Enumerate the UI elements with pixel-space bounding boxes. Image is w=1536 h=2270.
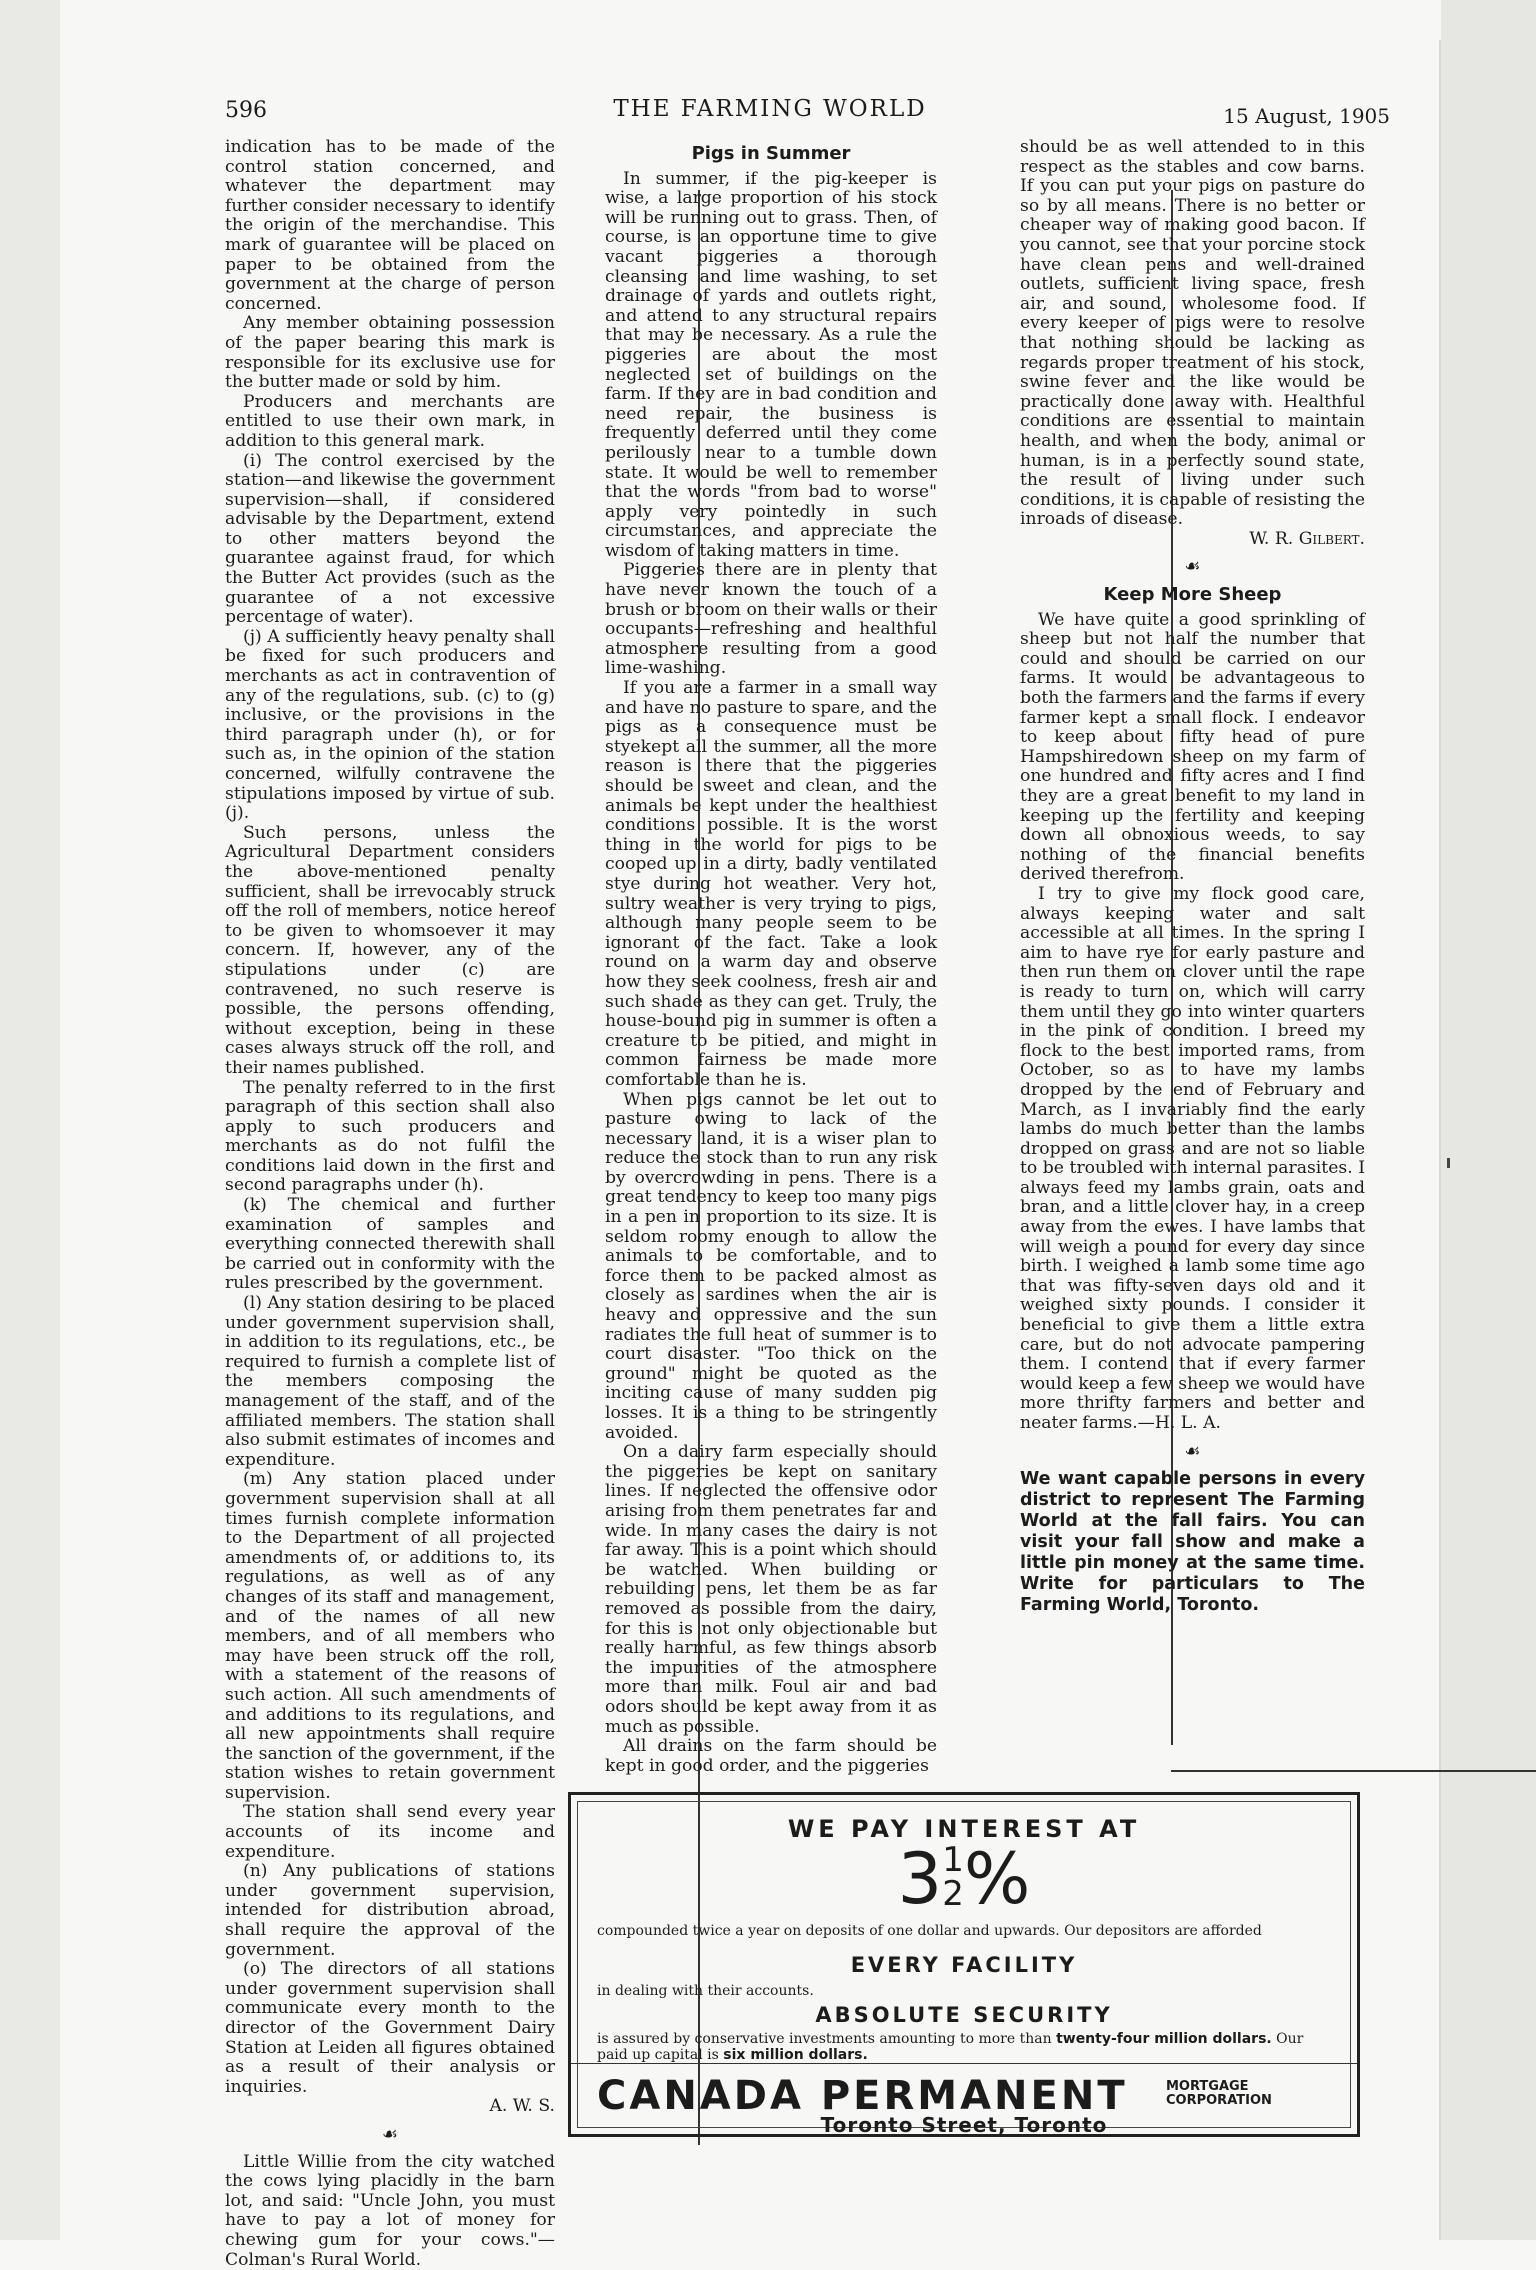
ad-divider — [571, 2063, 1357, 2064]
paragraph: The penalty referred to in the first paragraph of this section shall also apply to such producers and merchants as do not fulfil the conditions laid down in the first and second paragraphs under (h). — [225, 1077, 555, 1196]
rate-percent: % — [963, 1838, 1031, 1920]
ad-every-facility: EVERY FACILITY — [850, 1953, 1078, 1977]
ad-corporation-label — [1166, 2080, 1272, 2108]
rate-whole: 3 — [897, 1838, 943, 1920]
rate-numerator: 1 — [942, 1840, 964, 1880]
paragraph: Any member obtaining possession of the paper bearing this mark is responsible for its exclusive use for the butter made or sold by him. — [225, 313, 555, 393]
ad-text-part: is assured by conservative investments amounting to more than — [597, 2031, 1052, 2047]
anecdote: Little Willie from the city watched the cows lying placidly in the barn lot, and said: "Uncle John, you must have to pay a lot of money for chewing gum for your cows."—Colman's Rural World. — [225, 2151, 555, 2270]
scan-margin-right — [1441, 0, 1536, 2240]
page-number: 596 — [225, 98, 267, 123]
column-2 — [605, 138, 937, 1776]
paragraph: All drains on the farm should be kept in good order, and the piggeries — [605, 1736, 937, 1776]
author-signature: A. W. S. — [489, 2096, 555, 2117]
column-divider-horizontal — [1171, 1770, 1536, 1772]
paragraph: (i) The control exercised by the station—and likewise the government supervision—shall, if considered advisable by the Department, extend to other matters beyond the guarantee against fraud, for which the Butter Act provides (such as the guarantee of a not excessive percentage of water). — [225, 450, 555, 628]
paragraph: We have quite a good sprinkling of sheep but not half the number that could and should be carried on our farms. It would be advantageous to both the farmers and the farms if every farmer kept a small flock. I endeavor to keep about fifty head of pure Hampshiredown sheep on my farm of one hundred and fifty acres and I find they are a great benefit to my land in keeping up the fertility and keeping down all obnoxious weeds, to say nothing of the financial benefits derived therefrom. — [1020, 609, 1365, 885]
ad-corp-line: MORTGAGE — [1166, 2079, 1249, 2094]
ornament-icon: ☙ — [381, 2123, 399, 2145]
page-edge — [1439, 40, 1441, 2240]
ad-text-investments — [597, 2031, 1331, 2063]
paragraph: (l) Any station desiring to be placed under government supervision shall, in addition to its regulations, etc., be required to furnish a complete list of the members composing the management of the staff, and of the affiliated members. The station shall also submit estimates of incomes and expenditure. — [225, 1293, 555, 1470]
paragraph: Piggeries there are in plenty that have never known the touch of a brush or broom on their walls or their occupants—refreshing and healthful atmosphere resulting from a good lime-washing. — [605, 560, 937, 679]
ad-headline: WE PAY INTEREST AT — [787, 1815, 1141, 1843]
issue-date: 15 August, 1905 — [1223, 104, 1390, 128]
paragraph: should be as well attended to in this respect as the stables and cow barns. If you can put your pigs on pasture do so by all means. There is no better or cheaper way of making good bacon. If you cannot, see that your porcine stock have clean pens and well-drained outlets, sufficient living space, fresh air, and sound, wholesome food. If every keeper of pigs were to resolve that nothing should be lacking as regards proper treatment of his stock, swine fever and the like would be practically done away with. Healthful conditions are essential to maintain health, and when the body, animal or human, is in a perfectly sound state, the result of living under such conditions, it is capable of resisting the inroads of disease. — [1020, 137, 1365, 530]
bank-advertisement — [568, 1792, 1360, 2137]
publication-title: THE FARMING WORLD — [613, 96, 927, 122]
ad-address: Toronto Street, Toronto — [820, 2113, 1108, 2137]
ornament-icon: ☙ — [1184, 556, 1201, 578]
ad-text-compounded: compounded twice a year on deposits of one dollar and upwards. Our depositors are afforded — [597, 1923, 1262, 1939]
rate-denominator: 2 — [942, 1874, 964, 1914]
scan-margin-left — [0, 0, 60, 2240]
paragraph: (k) The chemical and further examination of samples and everything connected therewith shall be carried out in conformity with the rules prescribed by the government. — [225, 1195, 555, 1294]
ad-text-dealing: in dealing with their accounts. — [597, 1983, 814, 1999]
paragraph: In summer, if the pig-keeper is wise, a large proportion of his stock will be running out to grass. Then, of course, is an opportune time to give vacant piggeries a thorough cleansing and lime washing, to set drainage of yards and outlets right, and attend to any structural repairs that may be necessary. As a rule the piggeries are about the most neglected set of buildings on the farm. If they are in bad condition and need repair, the business is frequently deferred until they come perilously near to a tumble down state. It would be well to remember that the words "from bad to worse" apply very pointedly in such circumstances, and appreciate the wisdom of taking matters in time. — [605, 168, 937, 561]
article-heading-pigs: Pigs in Summer — [691, 143, 851, 164]
scan-mark — [1447, 1158, 1450, 1168]
ad-corp-line: CORPORATION — [1166, 2093, 1272, 2108]
article-heading-sheep: Keep More Sheep — [1103, 584, 1282, 606]
paragraph: If you are a farmer in a small way and have no pasture to spare, and the pigs as a consequence must be styekept all the summer, all the more reason is there that the piggeries should be sweet and clean, and the animals be kept under the healthiest conditions possible. It is the worst thing in the world for pigs to be cooped up in a dirty, badly ventilated stye during hot weather. Very hot, sultry weather is very trying to pigs, although many people seem to be ignorant of the fact. Take a look round on a warm day and observe how they seek coolness, fresh air and such shade as they can get. Truly, the house-bound pig in summer is often a creature to be pitied, and might in common fairness be made more comfortable than he is. — [605, 678, 937, 1090]
column-3 — [1020, 138, 1365, 1616]
paragraph: On a dairy farm especially should the piggeries be kept on sanitary lines. If neglected the offensive odor arising from them penetrates far and wide. In many cases the dairy is not far away. This is a point which should be watched. When building or rebuilding pens, let them be as far removed as possible from the dairy, for this is not only objectionable but really harmful, as few things absorb the impurities of the atmosphere more than milk. Foul air and bad odors should be kept away from it as much as possible. — [605, 1442, 937, 1737]
paragraph: (m) Any station placed under government supervision shall at all times furnish complete information to the Department of all projected amendments of, or additions to, its regulations, as well as of any changes of its staff and management, and of the names of all new members, and of all members who may have been struck off the roll, with a statement of the reasons of such action. All such amendments of and additions to its regulations, and all new appointments shall require the sanction of the government, if the station wishes to retain government supervision. — [225, 1469, 555, 1803]
rate-fraction — [942, 1840, 964, 1914]
ornament-icon: ☙ — [1184, 1440, 1201, 1462]
ad-text-part: Our paid up capital is — [597, 2031, 1304, 2063]
paragraph: When pigs cannot be let out to pasture owing to lack of the necessary land, it is a wiser plan to reduce the stock than to run any risk by overcrowding in pens. There is a great tendency to keep too many pigs in a pen in proportion to its size. It is seldom roomy enough to allow the animals to be comfortable, and to force them to be packed almost as closely as sardines when the air is heavy and oppressive and the sun radiates the full heat of summer is to court disaster. "Too thick on the ground" might be quoted as the inciting cause of many sudden pig losses. It is a thing to be stringently avoided. — [605, 1089, 937, 1443]
paragraph: Producers and merchants are entitled to use their own mark, in addition to this general mark. — [225, 391, 555, 451]
running-header — [150, 90, 1390, 126]
ad-company-name: CANADA PERMANENT — [597, 2073, 1128, 2119]
ad-text-bold: twenty-four million dollars. — [1056, 2031, 1272, 2047]
paragraph: indication has to be made of the control station concerned, and whatever the department may further consider necessary to identify the origin of the merchandise. This mark of guarantee will be placed on paper to be obtained from the government at the charge of person concerned. — [225, 137, 555, 314]
paragraph: Such persons, unless the Agricultural Department considers the above-mentioned penalty sufficient, shall be irrevocably struck off the roll of members, notice hereof to be given to whomsoever it may concern. If, however, any of the stipulations under (c) are contravened, no such reserve is possible, the persons offending, without exception, being in these cases always struck off the roll, and their names published. — [225, 822, 555, 1078]
interest-rate — [571, 1838, 1357, 1920]
newspaper-page — [150, 70, 1390, 2270]
column-1 — [225, 138, 555, 2270]
agents-wanted-notice: We want capable persons in every district to represent The Farming World at the fall fairs. You can visit your fall show and make a little pin money at the same time. Write for particulars to The Farming World, Toronto. — [1020, 1469, 1365, 1616]
paragraph: I try to give my flock good care, always keeping water and salt accessible at all times. In the spring I aim to have rye for early pasture and then run them on clover until the rape is ready to turn on, which will carry them until they go into winter quarters in the pink of condition. I breed my flock to the best imported rams, from October, so as to have my lambs dropped by the end of February and March, as I invariably find the early lambs do much better than the lambs dropped on grass and are not so liable to be troubled with internal parasites. I always feed my lambs grain, oats and bran, and a little clover hay, in a creep away from the ewes. I have lambs that will weigh a pound for every day since birth. I weighed a lamb some time ago that was fifty-seven days old and it weighed sixty pounds. I consider it beneficial to give them a little extra care, but do not advocate pampering them. I contend that if every farmer would keep a few sheep we would have more thrifty farmers and better and neater farms.—H. L. A. — [1020, 883, 1365, 1433]
ad-text-bold: six million dollars. — [723, 2047, 868, 2063]
author-signature: W. R. Gilbert. — [1249, 528, 1365, 549]
paragraph: (j) A sufficiently heavy penalty shall be fixed for such producers and merchants as act in contravention of any of the regulations, sub. (c) to (g) inclusive, or the provisions in the third paragraph under (h), or for such as, in the opinion of the station concerned, wilfully contravene the stipulations imposed by virtue of sub. (j). — [225, 626, 555, 824]
paragraph: (o) The directors of all stations under government supervision shall communicate every month to the director of the Government Dairy Station at Leiden all figures obtained as a result of their analysis or inquiries. — [225, 1959, 555, 2097]
paragraph: The station shall send every year accounts of its income and expenditure. — [225, 1802, 555, 1862]
ad-absolute-security: ABSOLUTE SECURITY — [815, 2003, 1113, 2027]
paragraph: (n) Any publications of stations under government supervision, intended for distribution abroad, shall require the approval of the government. — [225, 1861, 555, 1960]
